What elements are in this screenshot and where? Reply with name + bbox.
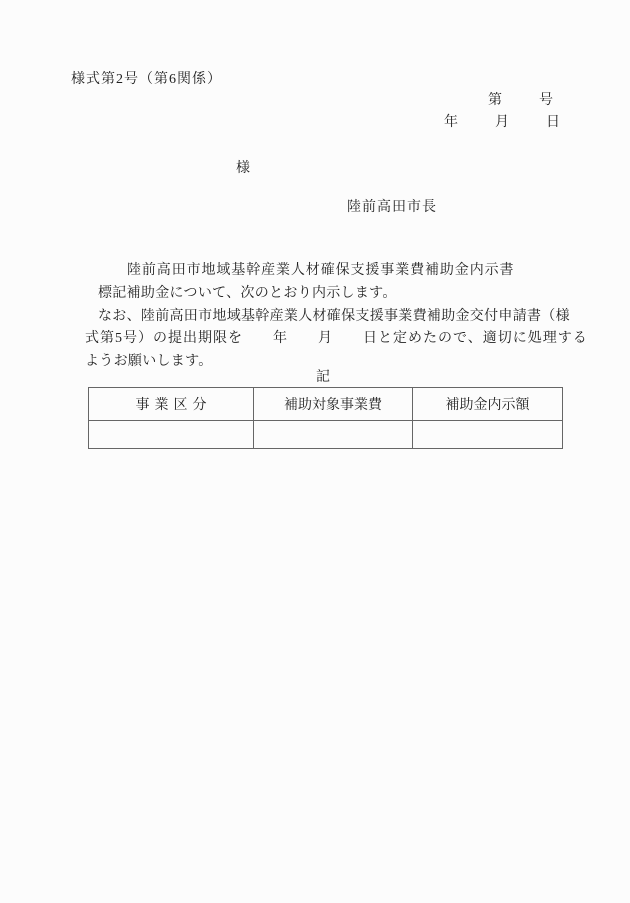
subsidy-table (88, 387, 563, 449)
table-cell-business-category (89, 421, 254, 449)
table-cell-eligible-project-cost (254, 421, 413, 449)
body-line: なお、陸前高田市地域基幹産業人材確保支援事業費補助金交付申請書（様 (98, 309, 570, 324)
table-data-row (89, 421, 563, 449)
table-header-subsidy-allocation-amount: 補助金内示額 (413, 388, 563, 421)
table-cell-subsidy-allocation-amount (413, 421, 563, 449)
document-title: 陸前高田市地域基幹産業人材確保支援事業費補助金内示書 (127, 263, 515, 278)
doc-number-placeholder: 第 号 (488, 93, 556, 108)
date-placeholder: 年 月 日 (444, 115, 563, 130)
form-number: 様式第2号（第6関係） (71, 72, 222, 87)
body-line: 標記補助金について、次のとおり内示します。 (98, 286, 397, 301)
table-header-eligible-project-cost: 補助対象事業費 (254, 388, 413, 421)
body-line: 式第5号）の提出期限を 年 月 日と定めたので、適切に処理する (85, 331, 588, 346)
table-header-row (89, 388, 563, 421)
record-heading: 記 (316, 370, 331, 385)
table-header-business-category: 事業区分 (89, 388, 254, 421)
sender-title: 陸前高田市長 (347, 200, 437, 215)
recipient-placeholder: 様 (236, 161, 251, 176)
body-line: ようお願いします。 (85, 354, 213, 369)
